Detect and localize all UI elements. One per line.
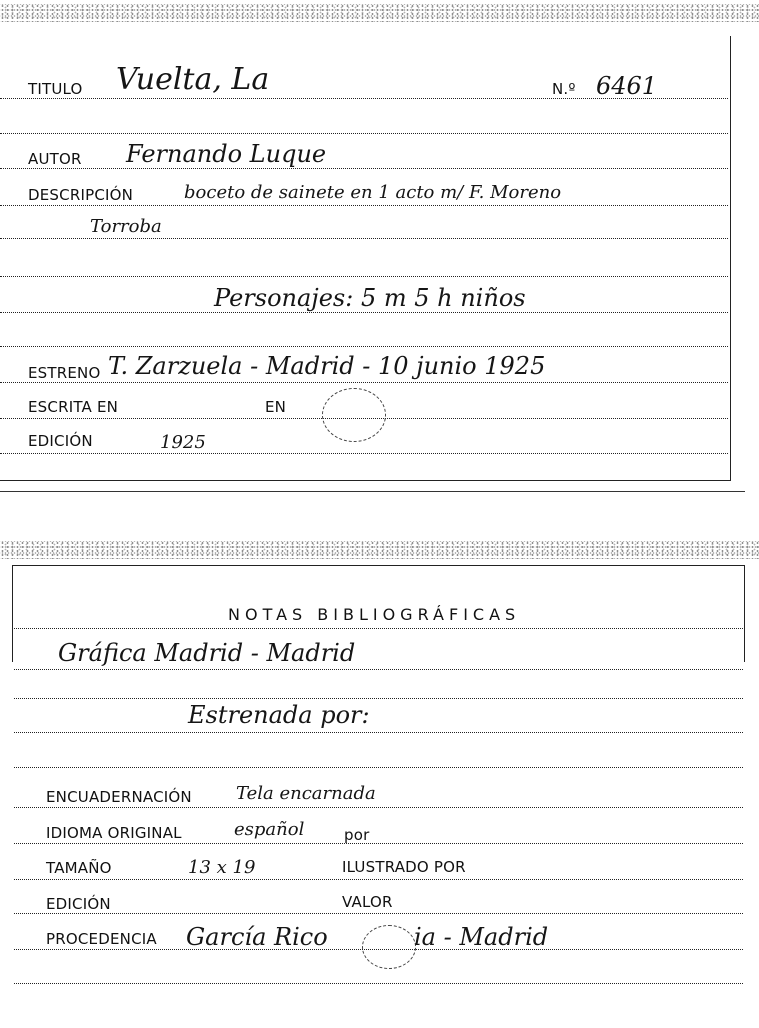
notas-line-3 (14, 732, 743, 733)
estreno-line (0, 382, 728, 383)
edicion-back-line (14, 913, 743, 914)
autor-value: Fernando Luque (126, 140, 327, 168)
tamano-line (14, 879, 743, 880)
blank-line-3 (0, 346, 728, 347)
notas-line-1 (14, 669, 743, 670)
escrita-en-label: ESCRITA EN (28, 398, 119, 416)
titulo-value: Vuelta, La (116, 62, 270, 97)
edicion-label: EDICIÓN (28, 432, 93, 450)
ilustrado-por-label: ILUSTRADO POR (342, 858, 466, 876)
card-front-bottom-edge (0, 491, 745, 492)
numero-value: 6461 (596, 72, 658, 100)
encuadernacion-line (14, 807, 743, 808)
en-label: EN (265, 398, 287, 416)
stamp-mark (322, 388, 386, 442)
descripcion-label: DESCRIPCIÓN (28, 186, 134, 204)
descripcion-line-2 (0, 238, 728, 239)
edicion-value: 1925 (160, 432, 206, 453)
tamano-label: TAMAÑO (46, 859, 112, 877)
notas-heading: NOTAS BIBLIOGRÁFICAS (228, 605, 521, 624)
titulo-label: TITULO (28, 80, 83, 98)
heading-line (14, 628, 743, 629)
stamp-mark-back (362, 925, 416, 969)
procedencia-line (14, 949, 743, 950)
encuadernacion-value: Tela encarnada (236, 783, 376, 804)
descripcion-value-1: boceto de sainete en 1 acto m/ F. Moreno (184, 182, 562, 203)
idioma-line (14, 843, 743, 844)
escrita-line (0, 418, 728, 419)
personajes-value: Personajes: 5 m 5 h niños (214, 284, 526, 312)
procedencia-label: PROCEDENCIA (46, 930, 157, 948)
encuadernacion-label: ENCUADERNACIÓN (46, 788, 192, 806)
card-top-texture (0, 4, 759, 22)
catalog-card-back (0, 535, 759, 1028)
idioma-value: español (234, 819, 305, 840)
blank-line-back (14, 983, 743, 984)
notas-line-4 (14, 767, 743, 768)
por-label: por (344, 826, 370, 844)
autor-label: AUTOR (28, 150, 82, 168)
procedencia-value-2: ia - Madrid (414, 923, 549, 951)
edicion-back-label: EDICIÓN (46, 895, 111, 913)
personajes-line (0, 312, 728, 313)
catalog-card-front (0, 0, 759, 495)
idioma-label: IDIOMA ORIGINAL (46, 824, 182, 842)
procedencia-value-1: García Rico (186, 923, 328, 951)
titulo-line (0, 98, 728, 99)
notas-value-1: Gráfica Madrid - Madrid (58, 639, 356, 667)
descripcion-line (0, 205, 728, 206)
edicion-line (0, 453, 728, 454)
blank-line-2 (0, 276, 728, 277)
tamano-value: 13 x 19 (188, 857, 256, 878)
estreno-value: T. Zarzuela - Madrid - 10 junio 1925 (108, 352, 546, 380)
valor-label: VALOR (342, 893, 393, 911)
notas-line-2 (14, 698, 743, 699)
card-top-texture-back (0, 541, 759, 559)
blank-line-1 (0, 133, 728, 134)
descripcion-value-2: Torroba (90, 216, 162, 237)
notas-value-2: Estrenada por: (188, 701, 370, 729)
autor-line (0, 168, 728, 169)
numero-label: N.º (552, 80, 576, 98)
estreno-label: ESTRENO (28, 364, 101, 382)
